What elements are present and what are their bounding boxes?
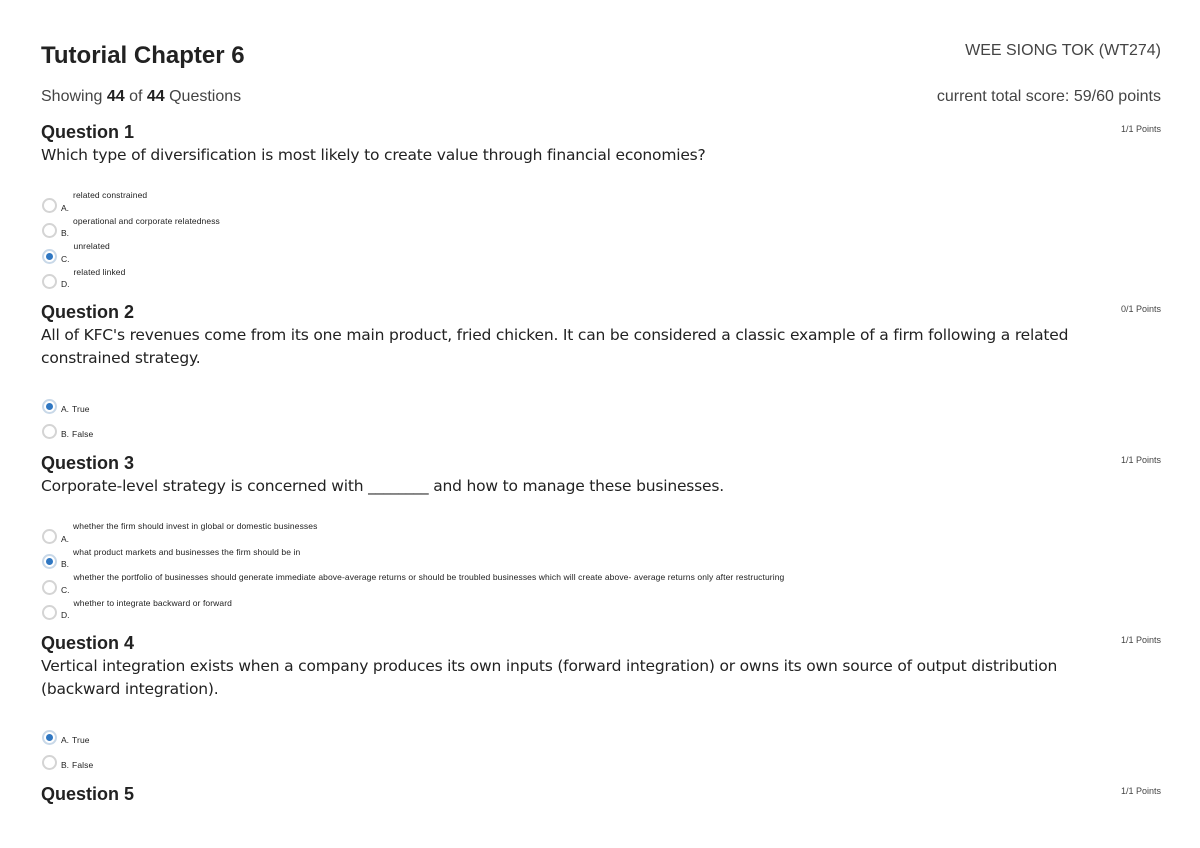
question-5 xyxy=(41,784,1161,804)
question-text: Which type of diversification is most likely to create value through financial economies? xyxy=(41,146,706,164)
option-text: True xyxy=(72,734,90,745)
question-text: All of KFC's revenues come from its one main product, fried chicken. It can be considered a classic example of a firm following a related constrained strategy. xyxy=(41,326,1069,367)
question-points: 0/1 Points xyxy=(1120,304,1161,314)
question-title: Question 2 xyxy=(41,302,135,322)
question-points: 1/1 Points xyxy=(1120,635,1161,645)
question-title: Question 3 xyxy=(41,453,135,473)
option-text: False xyxy=(72,760,94,770)
option-text: whether to integrate backward or forward xyxy=(73,597,232,608)
answer-option-d[interactable] xyxy=(41,595,1161,621)
answer-option-true[interactable] xyxy=(41,388,1161,414)
option-letter: C. xyxy=(61,253,70,264)
radio-button[interactable] xyxy=(42,198,57,213)
radio-button[interactable] xyxy=(42,580,57,595)
question-points: 1/1 Points xyxy=(1120,786,1161,796)
radio-button[interactable] xyxy=(42,755,57,770)
answer-option-c[interactable] xyxy=(41,569,1161,595)
radio-button[interactable] xyxy=(42,605,57,620)
radio-button[interactable] xyxy=(42,529,57,544)
answer-option-a[interactable] xyxy=(41,187,1161,213)
user-name: WEE SIONG TOK (WT274) xyxy=(965,42,1161,59)
answer-options xyxy=(41,187,1161,289)
option-letter: A. xyxy=(61,734,70,745)
question-text: Corporate-level strategy is concerned with ________ and how to manage these businesses. xyxy=(41,477,724,495)
option-text: what product markets and businesses the firm should be in xyxy=(73,546,301,557)
option-letter: B. xyxy=(61,760,70,770)
option-letter: C. xyxy=(61,584,70,595)
radio-button[interactable] xyxy=(42,223,57,238)
answer-option-b[interactable] xyxy=(41,213,1161,239)
option-text: whether the portfolio of businesses should generate immediate above-average returns or should be troubled businesses which will create above- average returns only after restructuring xyxy=(73,572,785,582)
answer-options xyxy=(41,388,1161,439)
showing-count: 44 xyxy=(106,88,125,105)
option-text: related constrained xyxy=(73,190,148,200)
radio-button-selected[interactable] xyxy=(42,730,57,745)
question-points: 1/1 Points xyxy=(1120,455,1161,465)
question-title: Question 1 xyxy=(41,122,135,142)
option-text: True xyxy=(72,403,90,414)
radio-button-selected[interactable] xyxy=(42,554,57,569)
option-text: related linked xyxy=(73,266,126,277)
radio-button[interactable] xyxy=(42,274,57,289)
option-text: operational and corporate relatedness xyxy=(73,215,220,226)
option-letter: A. xyxy=(61,202,70,213)
option-letter: A. xyxy=(61,403,70,414)
option-text: unrelated xyxy=(73,241,110,251)
question-1 xyxy=(41,122,1161,289)
option-text: False xyxy=(72,429,94,439)
question-text: Vertical integration exists when a company produces its own inputs (forward integration) or owns its own source of output distribution (backward integration). xyxy=(41,657,1058,698)
option-letter: D. xyxy=(61,610,70,620)
question-count xyxy=(41,87,241,107)
answer-option-d[interactable] xyxy=(41,264,1161,290)
quiz-page xyxy=(41,0,1161,848)
answer-options xyxy=(41,719,1161,770)
answer-option-c[interactable] xyxy=(41,238,1161,264)
showing-suffix: Questions xyxy=(164,88,242,105)
option-letter: B. xyxy=(61,559,70,569)
question-4 xyxy=(41,633,1161,770)
question-points: 1/1 Points xyxy=(1120,124,1161,134)
answer-option-b[interactable] xyxy=(41,544,1161,570)
answer-option-a[interactable] xyxy=(41,518,1161,544)
answer-option-false[interactable] xyxy=(41,745,1161,771)
option-letter: A. xyxy=(61,533,70,544)
question-title: Question 4 xyxy=(41,633,135,653)
showing-prefix: Showing xyxy=(41,88,107,105)
option-text: whether the firm should invest in global or domestic businesses xyxy=(73,521,318,531)
showing-total: 44 xyxy=(146,88,165,105)
answer-option-true[interactable] xyxy=(41,719,1161,745)
answer-option-false[interactable] xyxy=(41,414,1161,440)
option-letter: D. xyxy=(61,279,70,289)
option-letter: B. xyxy=(61,228,70,238)
question-3 xyxy=(41,453,1161,620)
showing-of: of xyxy=(124,88,147,105)
option-letter: B. xyxy=(61,429,70,439)
answer-options xyxy=(41,518,1161,620)
total-score: current total score: 59/60 points xyxy=(936,88,1161,105)
question-2 xyxy=(41,302,1161,439)
page-title: Tutorial Chapter 6 xyxy=(41,42,245,69)
question-title: Question 5 xyxy=(41,784,135,804)
radio-button-selected[interactable] xyxy=(42,399,57,414)
radio-button[interactable] xyxy=(42,424,57,439)
radio-button-selected[interactable] xyxy=(42,249,57,264)
